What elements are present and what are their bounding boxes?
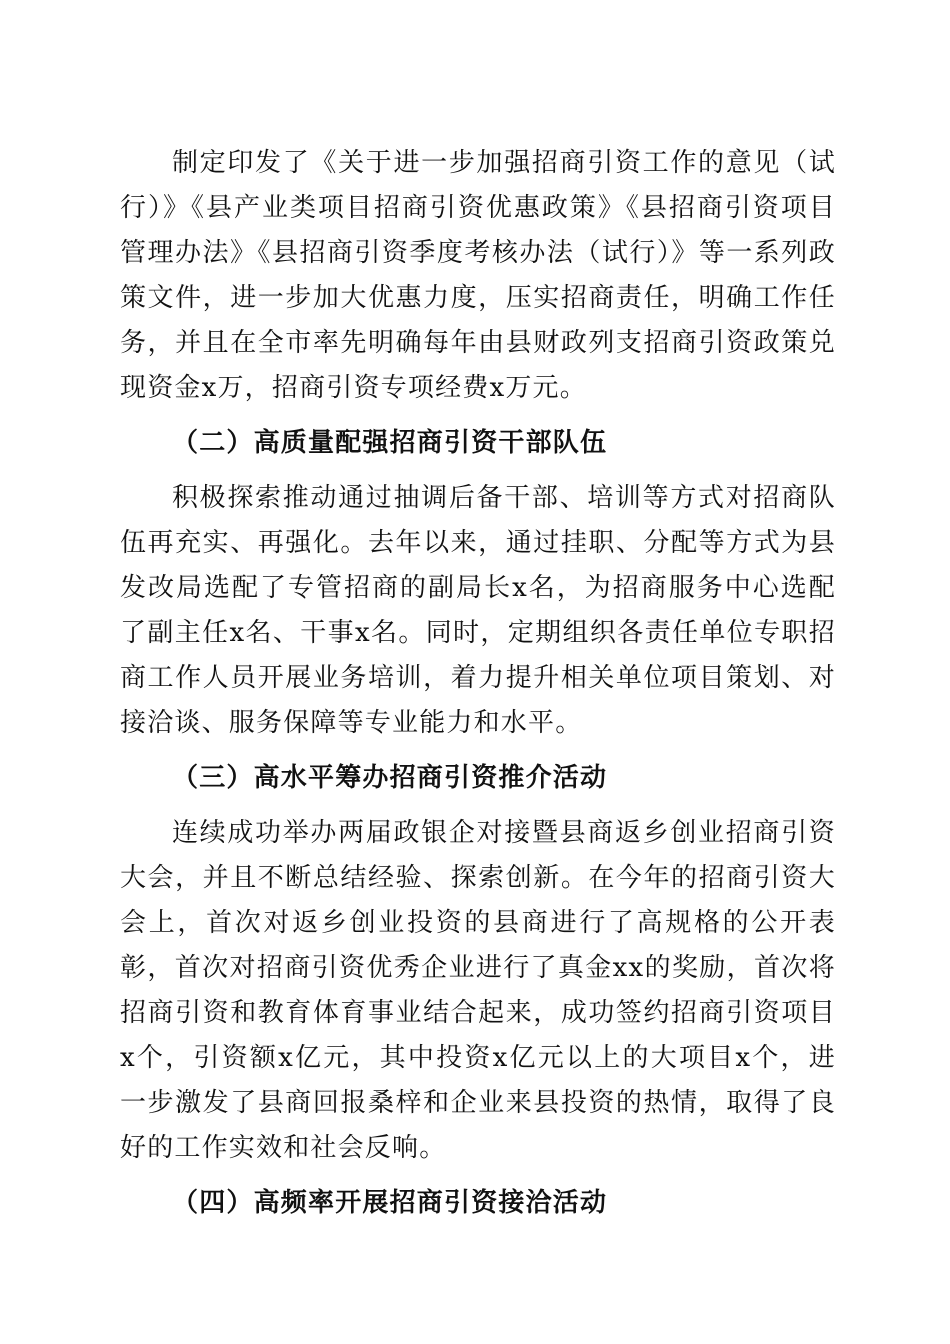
paragraph-policy-documents: 制定印发了《关于进一步加强招商引资工作的意见（试行）》《县产业类项目招商引资优惠政策》《县招商引资项目管理办法》《县招商引资季度考核办法（试行）》等一系列政策文件，进一步加大优惠力度，压实招商责任，明确工作任务，并且在全市率先明确每年由县财政列支招商引资政策兑现资金x万，招商引资专项经费x万元。 (120, 148, 836, 403)
section-heading-4: （四）高频率开展招商引资接洽活动 (172, 1188, 608, 1218)
document-body (120, 141, 836, 1236)
section-heading-2: （二）高质量配强招商引资干部队伍 (172, 428, 608, 458)
section-heading-3: （三）高水平筹办招商引资推介活动 (172, 763, 608, 793)
paragraph-promotion-events: 连续成功举办两届政银企对接暨县商返乡创业招商引资大会，并且不断总结经验、探索创新。在今年的招商引资大会上，首次对返乡创业投资的县商进行了高规格的公开表彰，首次对招商引资优秀企业进行了真金xx的奖励，首次将招商引资和教育体育事业结合起来，成功签约招商引资项目x个，引资额x亿元，其中投资x亿元以上的大项目x个，进一步激发了县商回报桑梓和企业来县投资的热情，取得了良好的工作实效和社会反响。 (120, 818, 836, 1163)
paragraph-team-building: 积极探索推动通过抽调后备干部、培训等方式对招商队伍再充实、再强化。去年以来，通过挂职、分配等方式为县发改局选配了专管招商的副局长x名，为招商服务中心选配了副主任x名、干事x名。同时，定期组织各责任单位专职招商工作人员开展业务培训，着力提升相关单位项目策划、对接洽谈、服务保障等专业能力和水平。 (120, 483, 836, 738)
